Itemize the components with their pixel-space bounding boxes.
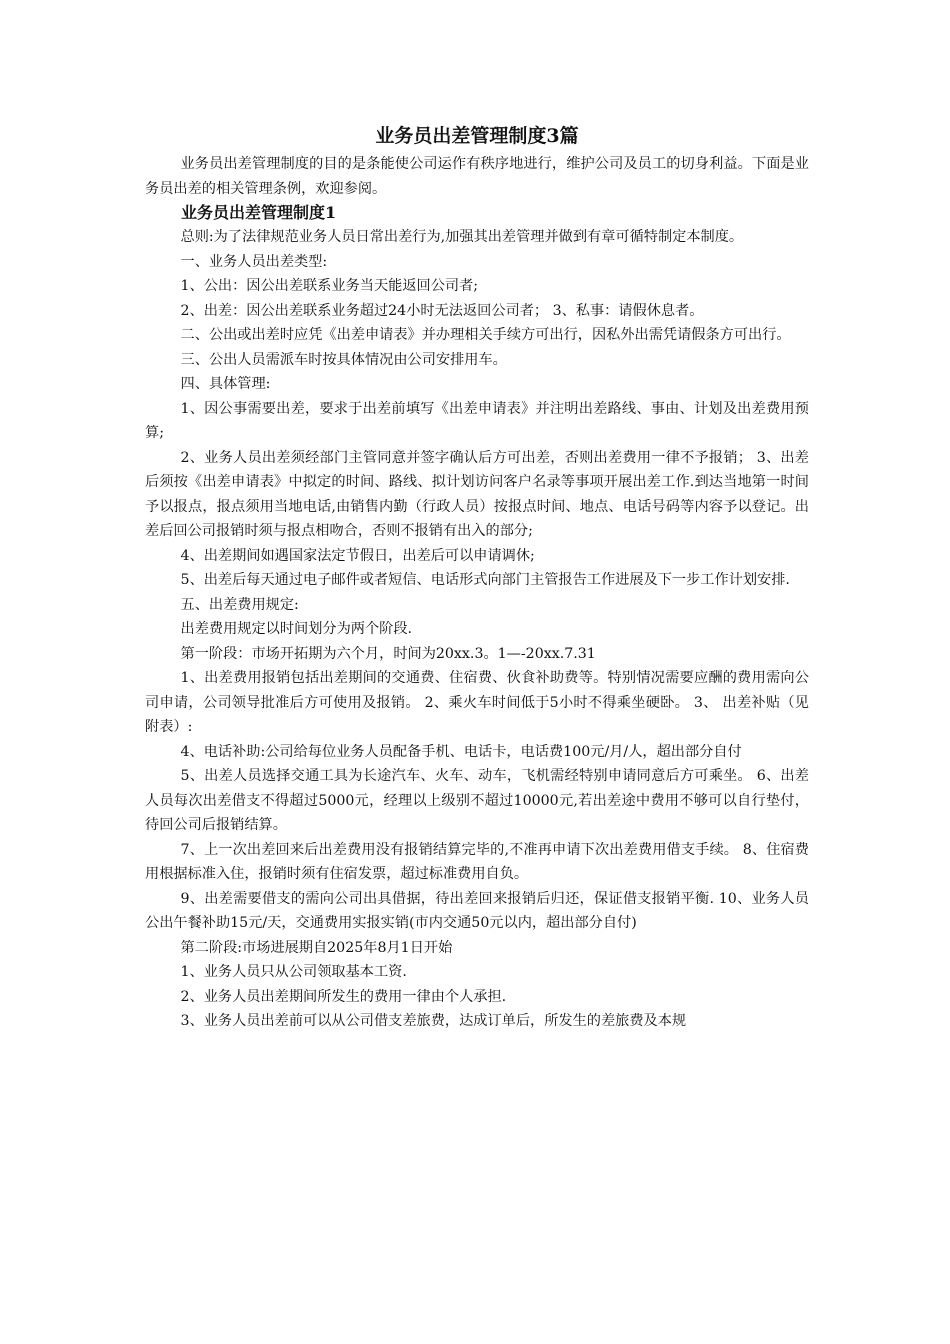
paragraph-stage-2-item-3: 3、业务人员出差前可以从公司借支差旅费，达成订单后，所发生的差旅费及本规 <box>180 1013 687 1029</box>
paragraph-management-4: 4、出差期间如遇国家法定节假日，出差后可以申请调休; <box>180 547 535 564</box>
section-heading: 业务员出差管理制度1 <box>181 203 337 222</box>
paragraph-expense-stages: 出差费用规定以时间划分为两个阶段. <box>180 621 413 637</box>
paragraph-stage-1-item-1-3: 1、出差费用报销包括出差期间的交通费、住宿费、伙食补助费等。特别情况需要应酬的费用需向公司申请，公司领导批准后方可使用及报销。 2、乘火车时间低于5小时不得乘坐硬卧。 3、 出差补贴（见附表）: <box>145 670 809 735</box>
paragraph-rule-2: 二、公出或出差时应凭《出差申请表》并办理相关手续方可出行，因私外出需凭请假条方可出行。 <box>180 327 791 343</box>
paragraph-type-2-3: 2、出差：因公出差联系业务超过24小时无法返回公司者； 3、私事：请假休息者。 <box>180 302 704 319</box>
paragraph-rule-3: 三、公出人员需派车时按具体情况由公司安排用车。 <box>180 351 507 368</box>
paragraph-type-1: 1、公出：因公出差联系业务当天能返回公司者; <box>180 278 479 294</box>
paragraph-stage-1-item-5-6: 5、出差人员选择交通工具为长途汽车、火车、动车，飞机需经特别申请同意后方可乘坐。 6、出差人员每次出差借支不得超过5000元，经理以上级别不超过10000元,若出差途中费用不够可以自行垫付，待回公司后报销结算。 <box>145 768 809 833</box>
paragraph-stage-2: 第二阶段:市场进展期自2025年8月1日开始 <box>180 939 453 956</box>
paragraph-management-1: 1、因公事需要出差，要求于出差前填写《出差申请表》并注明出差路线、事由、计划及出差费用预算; <box>145 400 809 441</box>
document-body <box>145 122 809 1034</box>
paragraph-general: 总则:为了法律规范业务人员日常出差行为,加强其出差管理并做到有章可循特制定本制度。 <box>180 229 744 245</box>
document-title: 业务员出差管理制度3篇 <box>375 125 579 147</box>
paragraph-stage-1: 第一阶段：市场开拓期为六个月，时间为20xx.3。1—-20xx.7.31 <box>180 645 596 662</box>
paragraph-stage-1-item-9-10: 9、出差需要借支的需向公司出具借据，待出差回来报销后归还，保证借支报销平衡. 10、业务人员公出午餐补助15元/天，交通费用实报实销(市内交通50元以内，超出部分自付) <box>145 890 809 931</box>
paragraph-management-5: 5、出差后每天通过电子邮件或者短信、电话形式向部门主管报告工作进展及下一步工作计划安排. <box>180 572 790 588</box>
paragraph-management-heading: 四、具体管理: <box>180 376 271 392</box>
paragraph-management-2-3: 2、业务人员出差须经部门主管同意并签字确认后方可出差，否则出差费用一律不予报销； 3、出差后须按《出差申请表》中拟定的时间、路线、拟计划访问客户名录等事项开展出差工作.到达当地第一时间予以报点，报点须用当地电话,由销售内勤（行政人员）按报点时间、地点、电话号码等内容予以登记。出差后回公司报销时须与报点相吻合，否则不报销有出入的部分; <box>145 449 809 539</box>
paragraph-stage-1-item-7-8: 7、上一次出差回来后出差费用没有报销结算完毕的,不准再申请下次出差费用借支手续。 8、住宿费用根据标准入住，报销时须有住宿发票，超过标准费用自负。 <box>145 841 809 882</box>
paragraph-stage-1-item-4: 4、电话补助:公司给每位业务人员配备手机、电话卡，电话费100元/月/人，超出部分自付 <box>180 743 742 760</box>
paragraph-types-heading: 一、业务人员出差类型: <box>180 253 328 270</box>
paragraph-expense-heading: 五、出差费用规定: <box>180 596 299 613</box>
intro-paragraph: 业务员出差管理制度的目的是条能使公司运作有秩序地进行，维护公司及员工的切身利益。下面是业务员出差的相关管理条例，欢迎参阅。 <box>145 156 809 197</box>
paragraph-stage-2-item-1: 1、业务人员只从公司领取基本工资. <box>180 964 407 980</box>
paragraph-stage-2-item-2: 2、业务人员出差期间所发生的费用一律由个人承担. <box>180 988 507 1005</box>
